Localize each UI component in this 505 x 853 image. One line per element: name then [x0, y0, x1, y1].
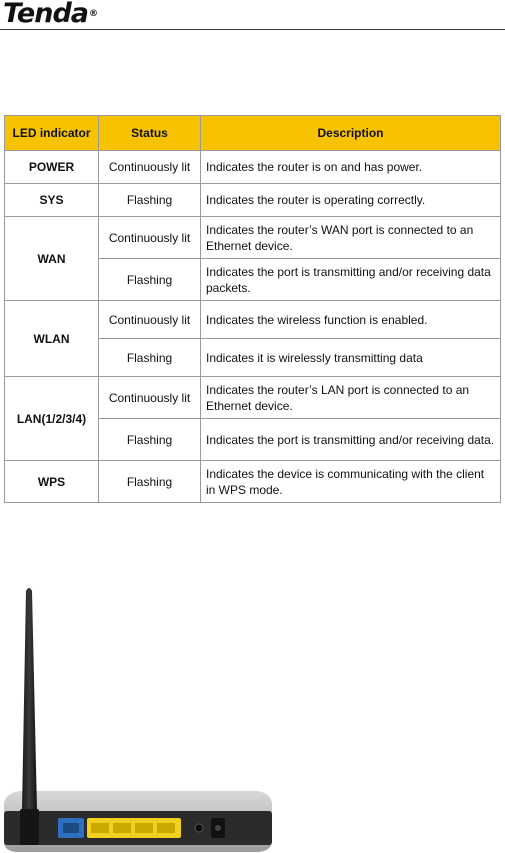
- status-cell: Flashing: [99, 419, 201, 461]
- lan-port-2: [113, 823, 131, 833]
- table-row: [5, 301, 501, 339]
- description-cell: Indicates the router is operating correctly.: [201, 184, 501, 217]
- description-cell: Indicates it is wirelessly transmitting data: [201, 339, 501, 377]
- lan-port-1: [91, 823, 109, 833]
- indicator-lan: LAN(1/2/3/4): [5, 377, 99, 461]
- indicator-wan: WAN: [5, 217, 99, 301]
- tenda-logo: Tenda®: [3, 0, 98, 29]
- table-header-row: [5, 116, 501, 151]
- indicator-wlan: WLAN: [5, 301, 99, 377]
- reset-button: [195, 824, 203, 832]
- description-cell: Indicates the device is communicating with the client in WPS mode.: [201, 461, 501, 503]
- header-status: Status: [99, 116, 201, 151]
- antenna-base: [20, 809, 39, 845]
- router-rear-panel-image: [0, 585, 275, 853]
- table-row: [5, 377, 501, 419]
- indicator-power: POWER: [5, 151, 99, 184]
- table-row: [5, 151, 501, 184]
- status-cell: Flashing: [99, 339, 201, 377]
- status-cell: Flashing: [99, 461, 201, 503]
- table-row: [5, 184, 501, 217]
- status-cell: Flashing: [99, 259, 201, 301]
- table-row: [5, 217, 501, 259]
- description-cell: Indicates the port is transmitting and/or receiving data packets.: [201, 259, 501, 301]
- description-cell: Indicates the wireless function is enabled.: [201, 301, 501, 339]
- description-cell: Indicates the port is transmitting and/or receiving data.: [201, 419, 501, 461]
- power-jack-pin: [215, 825, 221, 831]
- description-cell: Indicates the router’s WAN port is connected to an Ethernet device.: [201, 217, 501, 259]
- status-cell: Continuously lit: [99, 377, 201, 419]
- indicator-wps: WPS: [5, 461, 99, 503]
- led-indicator-table: [4, 115, 501, 503]
- status-cell: Flashing: [99, 184, 201, 217]
- header-led-indicator: LED indicator: [5, 116, 99, 151]
- status-cell: Continuously lit: [99, 301, 201, 339]
- status-cell: Continuously lit: [99, 217, 201, 259]
- header-description: Description: [201, 116, 501, 151]
- description-cell: Indicates the router is on and has power.: [201, 151, 501, 184]
- header-divider: [0, 29, 505, 30]
- wan-port-socket: [63, 823, 79, 833]
- indicator-sys: SYS: [5, 184, 99, 217]
- lan-port-3: [135, 823, 153, 833]
- description-cell: Indicates the router’s LAN port is connected to an Ethernet device.: [201, 377, 501, 419]
- table-row: [5, 461, 501, 503]
- lan-port-4: [157, 823, 175, 833]
- status-cell: Continuously lit: [99, 151, 201, 184]
